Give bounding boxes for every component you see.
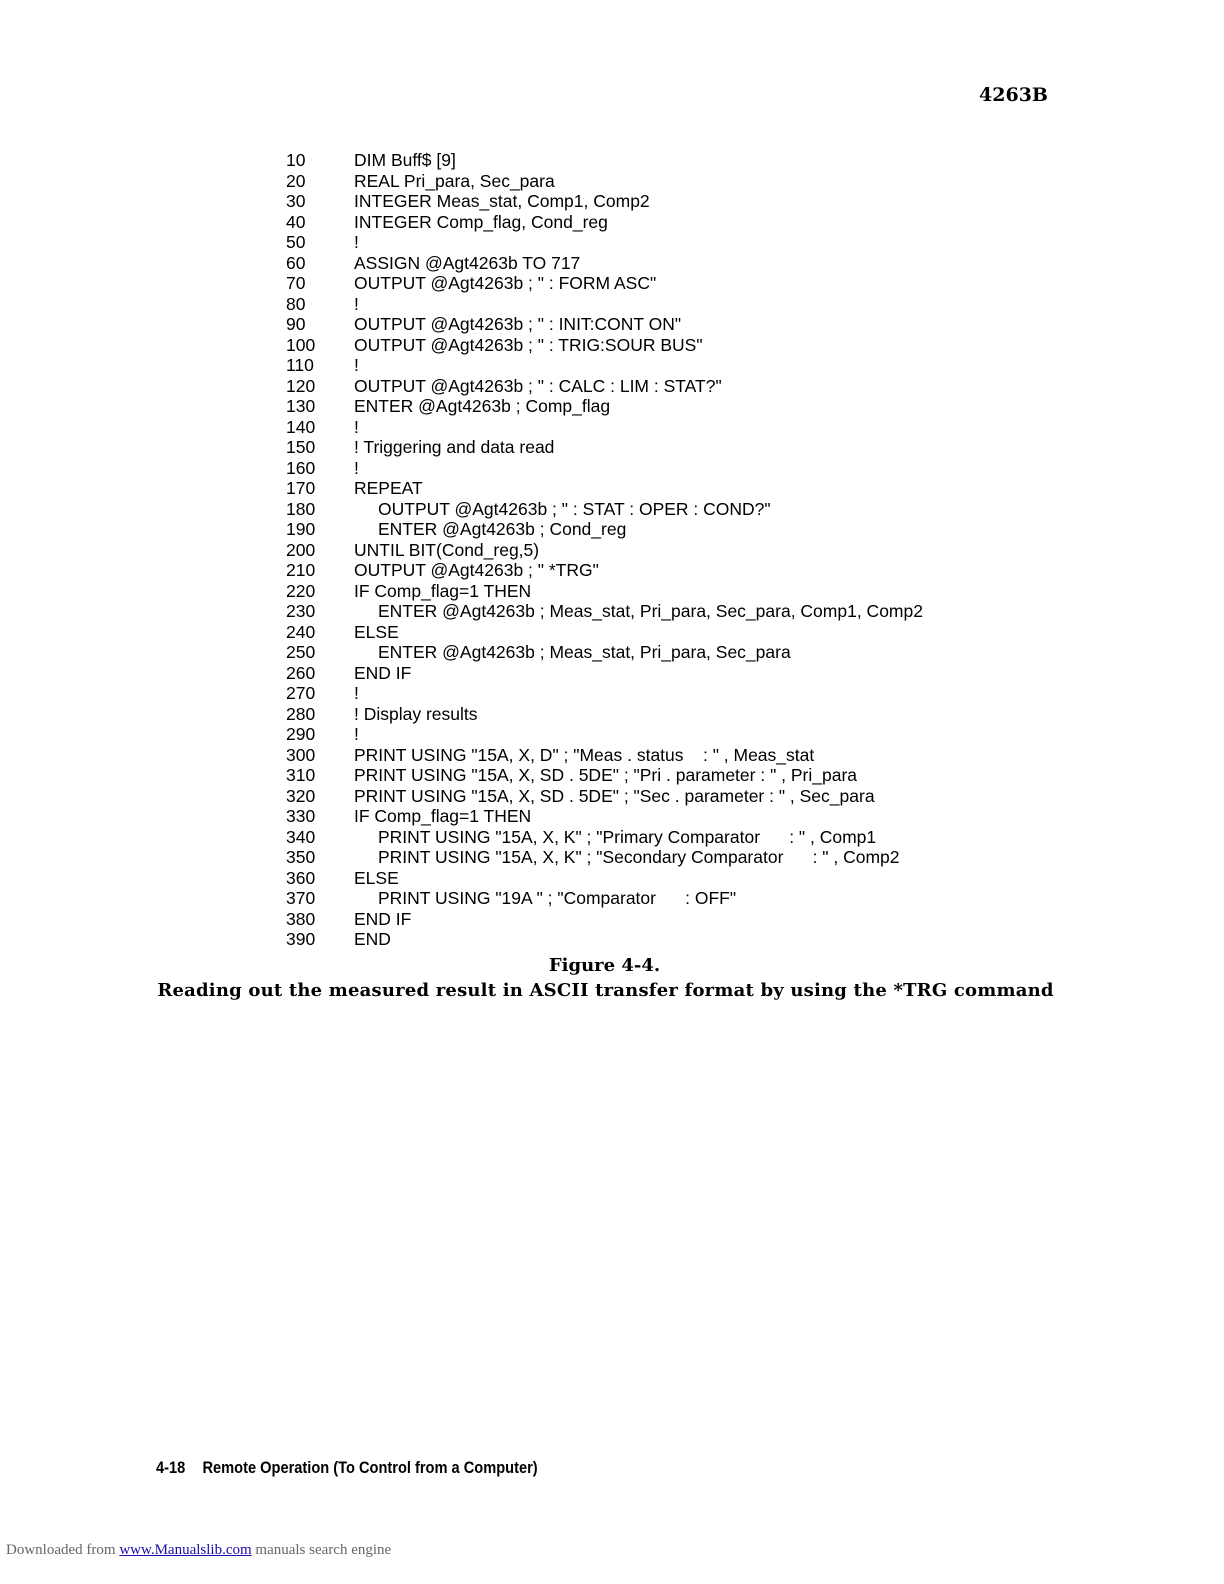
- section-title: Remote Operation (To Control from a Computer): [202, 1458, 538, 1477]
- line-number: 290: [286, 724, 316, 744]
- page-number: 4-18: [156, 1458, 186, 1477]
- line-number: 210: [286, 560, 316, 580]
- code-text: ELSE: [354, 867, 399, 888]
- line-number: 40: [286, 211, 306, 232]
- code-text: OUTPUT @Agt4263b ; " : TRIG:SOUR BUS": [354, 334, 703, 355]
- line-number: 140: [286, 416, 316, 437]
- code-text: OUTPUT @Agt4263b ; " : STAT : OPER : COND?": [378, 498, 771, 519]
- code-text: INTEGER Meas_stat, Comp1, Comp2: [354, 191, 650, 211]
- line-number: 270: [286, 683, 316, 703]
- line-number: 280: [286, 703, 316, 724]
- line-number: 310: [286, 765, 316, 785]
- code-text: !: [354, 293, 359, 314]
- code-text: PRINT USING "19A " ; "Comparator : OFF": [378, 888, 737, 908]
- line-number: 20: [286, 170, 306, 191]
- code-text: !: [354, 724, 359, 744]
- code-text: PRINT USING "15A, X, SD . 5DE" ; "Pri . parameter : " , Pri_para: [354, 765, 858, 785]
- code-text: !: [354, 232, 359, 252]
- code-text: END IF: [354, 908, 412, 929]
- code-text: OUTPUT @Agt4263b ; " : INIT:CONT ON": [354, 314, 682, 334]
- code-text: ENTER @Agt4263b ; Meas_stat, Pri_para, Sec_para: [378, 642, 791, 662]
- line-number: 380: [286, 908, 316, 929]
- line-number: 150: [286, 437, 316, 457]
- code-text: PRINT USING "15A, X, K" ; "Secondary Comparator : " , Comp2: [378, 847, 900, 867]
- line-number: 130: [286, 396, 316, 416]
- line-number: 10: [286, 150, 306, 170]
- line-number: 220: [286, 580, 316, 601]
- line-number: 70: [286, 273, 306, 293]
- line-number: 170: [286, 478, 316, 498]
- code-text: ENTER @Agt4263b ; Cond_reg: [378, 519, 627, 539]
- code-text: END IF: [354, 662, 412, 683]
- code-text: !: [354, 416, 359, 437]
- code-text: ELSE: [354, 621, 399, 642]
- line-number: 240: [286, 621, 316, 642]
- code-text: PRINT USING "15A, X, K" ; "Primary Comparator : " , Comp1: [378, 826, 877, 847]
- code-text: DIM Buff$ [9]: [354, 150, 456, 170]
- line-number: 120: [286, 375, 316, 396]
- line-number: 250: [286, 642, 316, 662]
- line-number: 300: [286, 744, 316, 765]
- line-number: 200: [286, 539, 316, 560]
- line-number: 390: [286, 929, 316, 949]
- code-text: INTEGER Comp_flag, Cond_reg: [354, 211, 608, 232]
- line-number: 180: [286, 498, 316, 519]
- figure-title: Figure 4-4.: [548, 955, 661, 976]
- code-text: PRINT USING "15A, X, D" ; "Meas . status : " , Meas_stat: [354, 744, 815, 765]
- figure-caption: Reading out the measured result in ASCII transfer format by using the *TRG command: [157, 980, 1054, 1001]
- line-number: 360: [286, 867, 316, 888]
- line-number: 80: [286, 293, 306, 314]
- line-number: 190: [286, 519, 316, 539]
- line-number: 90: [286, 314, 306, 334]
- manualslib-link[interactable]: www.Manualslib.com: [119, 1542, 252, 1558]
- line-number: 340: [286, 826, 316, 847]
- line-number: 260: [286, 662, 316, 683]
- code-text: ENTER @Agt4263b ; Comp_flag: [354, 396, 611, 416]
- download-prefix: Downloaded from: [6, 1542, 116, 1558]
- code-text: IF Comp_flag=1 THEN: [354, 580, 532, 601]
- line-number: 230: [286, 601, 316, 621]
- line-number: 30: [286, 191, 306, 211]
- download-suffix: manuals search engine: [255, 1542, 392, 1558]
- code-text: ! Triggering and data read: [354, 437, 555, 457]
- code-text: !: [354, 683, 359, 703]
- code-text: IF Comp_flag=1 THEN: [354, 806, 532, 826]
- line-number: 350: [286, 847, 316, 867]
- page-footer: [156, 1458, 538, 1478]
- line-number: 370: [286, 888, 316, 908]
- code-text: END: [354, 929, 391, 949]
- page-header-model: 4263B: [979, 84, 1048, 106]
- code-text: REAL Pri_para, Sec_para: [354, 170, 555, 191]
- code-text: ! Display results: [354, 703, 478, 724]
- line-number: 50: [286, 232, 306, 252]
- code-text: PRINT USING "15A, X, SD . 5DE" ; "Sec . parameter : " , Sec_para: [354, 785, 875, 806]
- line-number: 100: [286, 334, 316, 355]
- code-text: !: [354, 355, 359, 375]
- code-text: OUTPUT @Agt4263b ; " *TRG": [354, 560, 599, 580]
- line-number: 110: [286, 355, 314, 375]
- code-text: UNTIL BIT(Cond_reg,5): [354, 539, 540, 560]
- code-text: REPEAT: [354, 478, 423, 498]
- line-number: 60: [286, 252, 306, 273]
- code-text: OUTPUT @Agt4263b ; " : CALC : LIM : STAT?": [354, 375, 722, 396]
- download-notice: [6, 1542, 391, 1559]
- code-text: ASSIGN @Agt4263b TO 717: [354, 252, 581, 273]
- line-number: 330: [286, 806, 316, 826]
- code-text: ENTER @Agt4263b ; Meas_stat, Pri_para, Sec_para, Comp1, Comp2: [378, 601, 923, 621]
- code-text: !: [354, 457, 359, 478]
- line-number: 160: [286, 457, 316, 478]
- code-text: OUTPUT @Agt4263b ; " : FORM ASC": [354, 273, 657, 293]
- line-number: 320: [286, 785, 316, 806]
